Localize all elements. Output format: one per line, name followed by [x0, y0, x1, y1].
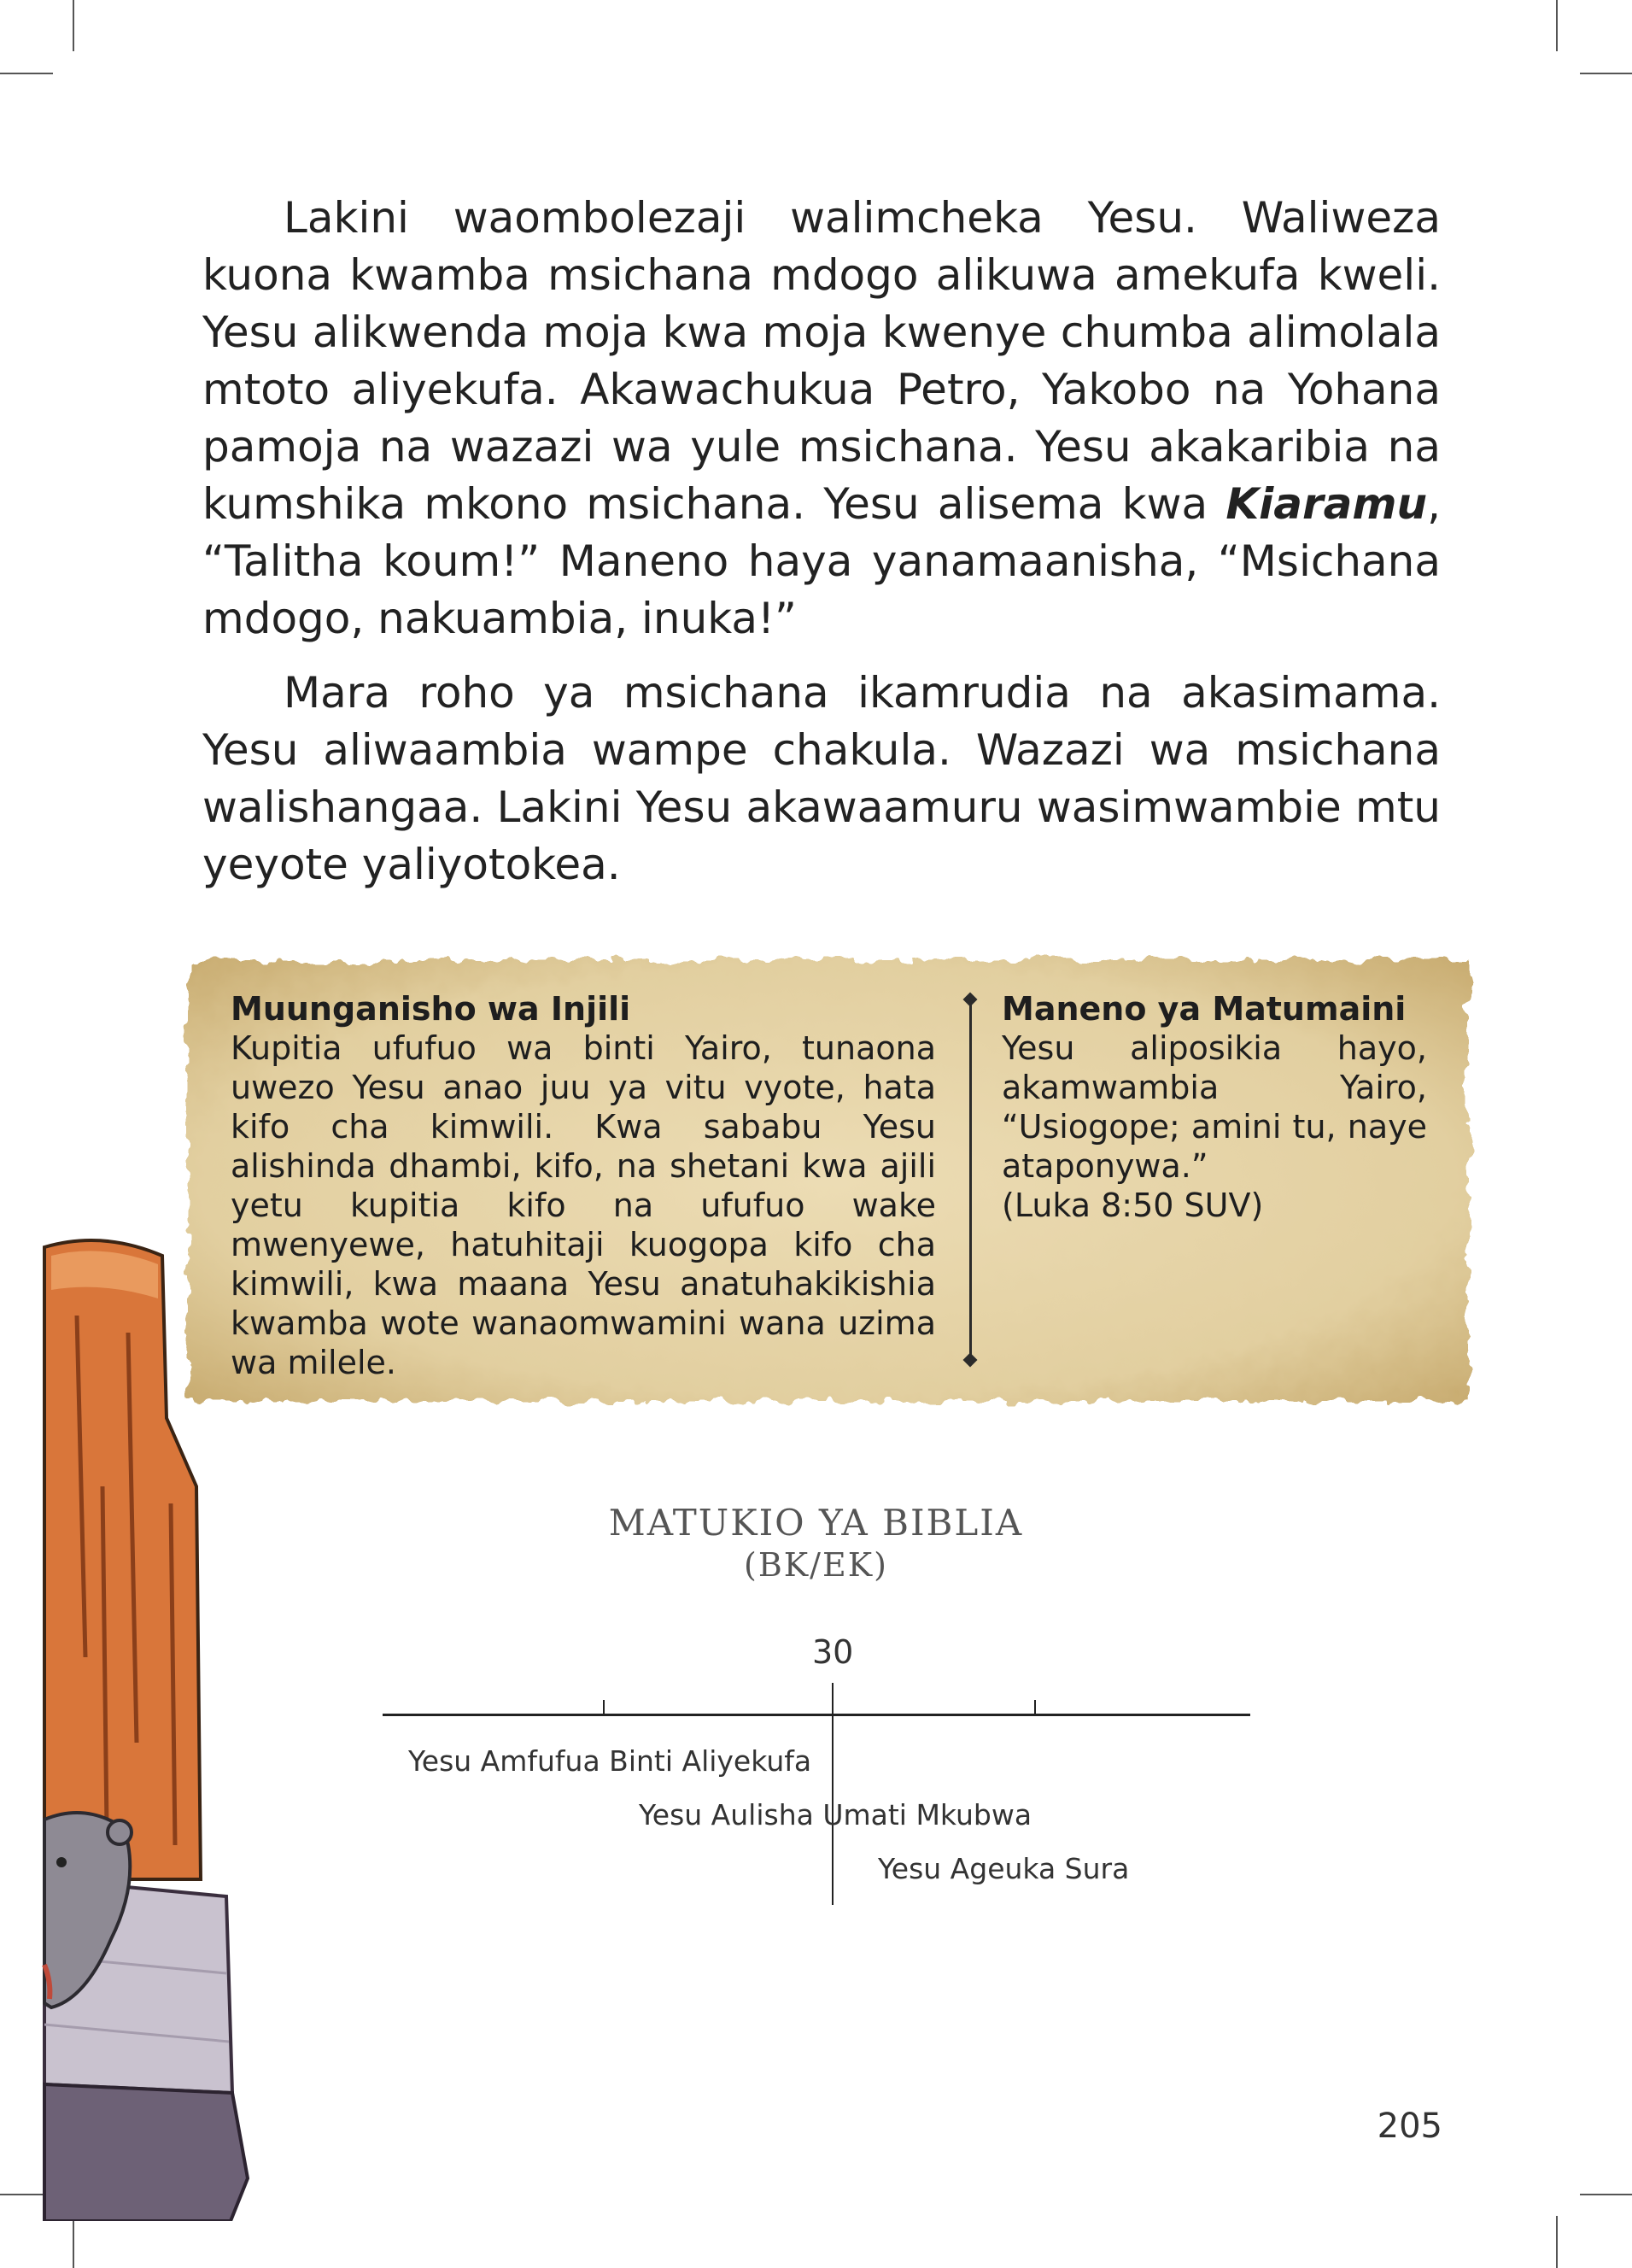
crop-mark: [1580, 73, 1632, 74]
crop-mark: [73, 2216, 74, 2268]
box-text: Yesu aliposikia hayo, akamwambia Yairo, “Usiogope; amini tu, naye ataponywa.”: [1002, 1029, 1427, 1185]
timeline-year: 30: [812, 1633, 854, 1671]
page-number: 205: [1377, 2107, 1442, 2146]
crop-mark: [73, 0, 74, 51]
timeline-event: Yesu Aulisha Umati Mkubwa: [639, 1798, 1032, 1831]
timeline-title: MATUKIO YA BIBLIA: [608, 1502, 1024, 1544]
crop-mark: [1556, 0, 1558, 51]
timeline-axis: [383, 1714, 1250, 1716]
box-divider: [969, 1001, 972, 1360]
gospel-connection: [231, 989, 936, 1382]
box-heading: Maneno ya Matumaini: [1002, 990, 1407, 1028]
paragraph: Mara roho ya msichana ikamrudia na akasimama. Yesu aliwaambia wampe chakula. Wazazi wa msichana walishangaa. Lakini Yesu akawaamuru wasimwambie mtu yeyote yaliyotokea.: [202, 668, 1441, 889]
words-of-hope: [1002, 989, 1427, 1225]
emphasis-word: Kiaramu: [1225, 479, 1428, 529]
timeline-event: Yesu Ageuka Sura: [878, 1852, 1130, 1885]
timeline-marker: [832, 1683, 834, 1905]
timeline-tick: [603, 1700, 605, 1714]
timeline-subtitle: (BK/EK): [744, 1546, 888, 1584]
scripture-reference: (Luka 8:50 SUV): [1002, 1187, 1264, 1224]
paragraph: Lakini waombolezaji walimcheka Yesu. Waliweza kuona kwamba msichana mdogo alikuwa amekufa kweli. Yesu alikwenda moja kwa moja kwenye chumba alimolala mtoto aliyekufa. Akawachukua Petro, Yakobo na Yohana pamoja na wazazi wa yule msichana. Yesu akakaribia na kumshika mkono msichana. Yesu alisema kwa Kiaramu, “Talitha koum!” Maneno haya yanamaanisha, “Msichana mdogo, nakuambia, inuka!”: [202, 193, 1441, 643]
timeline-event: Yesu Amfufua Binti Aliyekufa: [408, 1744, 812, 1778]
crop-mark: [1580, 2194, 1632, 2195]
crop-mark: [1556, 2216, 1558, 2268]
timeline-tick: [1034, 1700, 1036, 1714]
box-heading: Muunganisho wa Injili: [231, 990, 631, 1028]
robe: [44, 2084, 248, 2221]
box-text: Kupitia ufufuo wa binti Yairo, tunaona uwezo Yesu anao juu ya vitu vyote, hata kifo cha kimwili. Kwa sababu Yesu alishinda dhambi, kifo, na shetani kwa ajili yetu kupitia kifo na ufufuo wake mwenyewe, hatuhitaji kuogopa kifo cha kimwili, kwa maana Yesu anatuhakikishia kwamba wote wanaomwamini wana uzima wa milele.: [231, 1029, 936, 1381]
crop-mark: [0, 73, 53, 74]
